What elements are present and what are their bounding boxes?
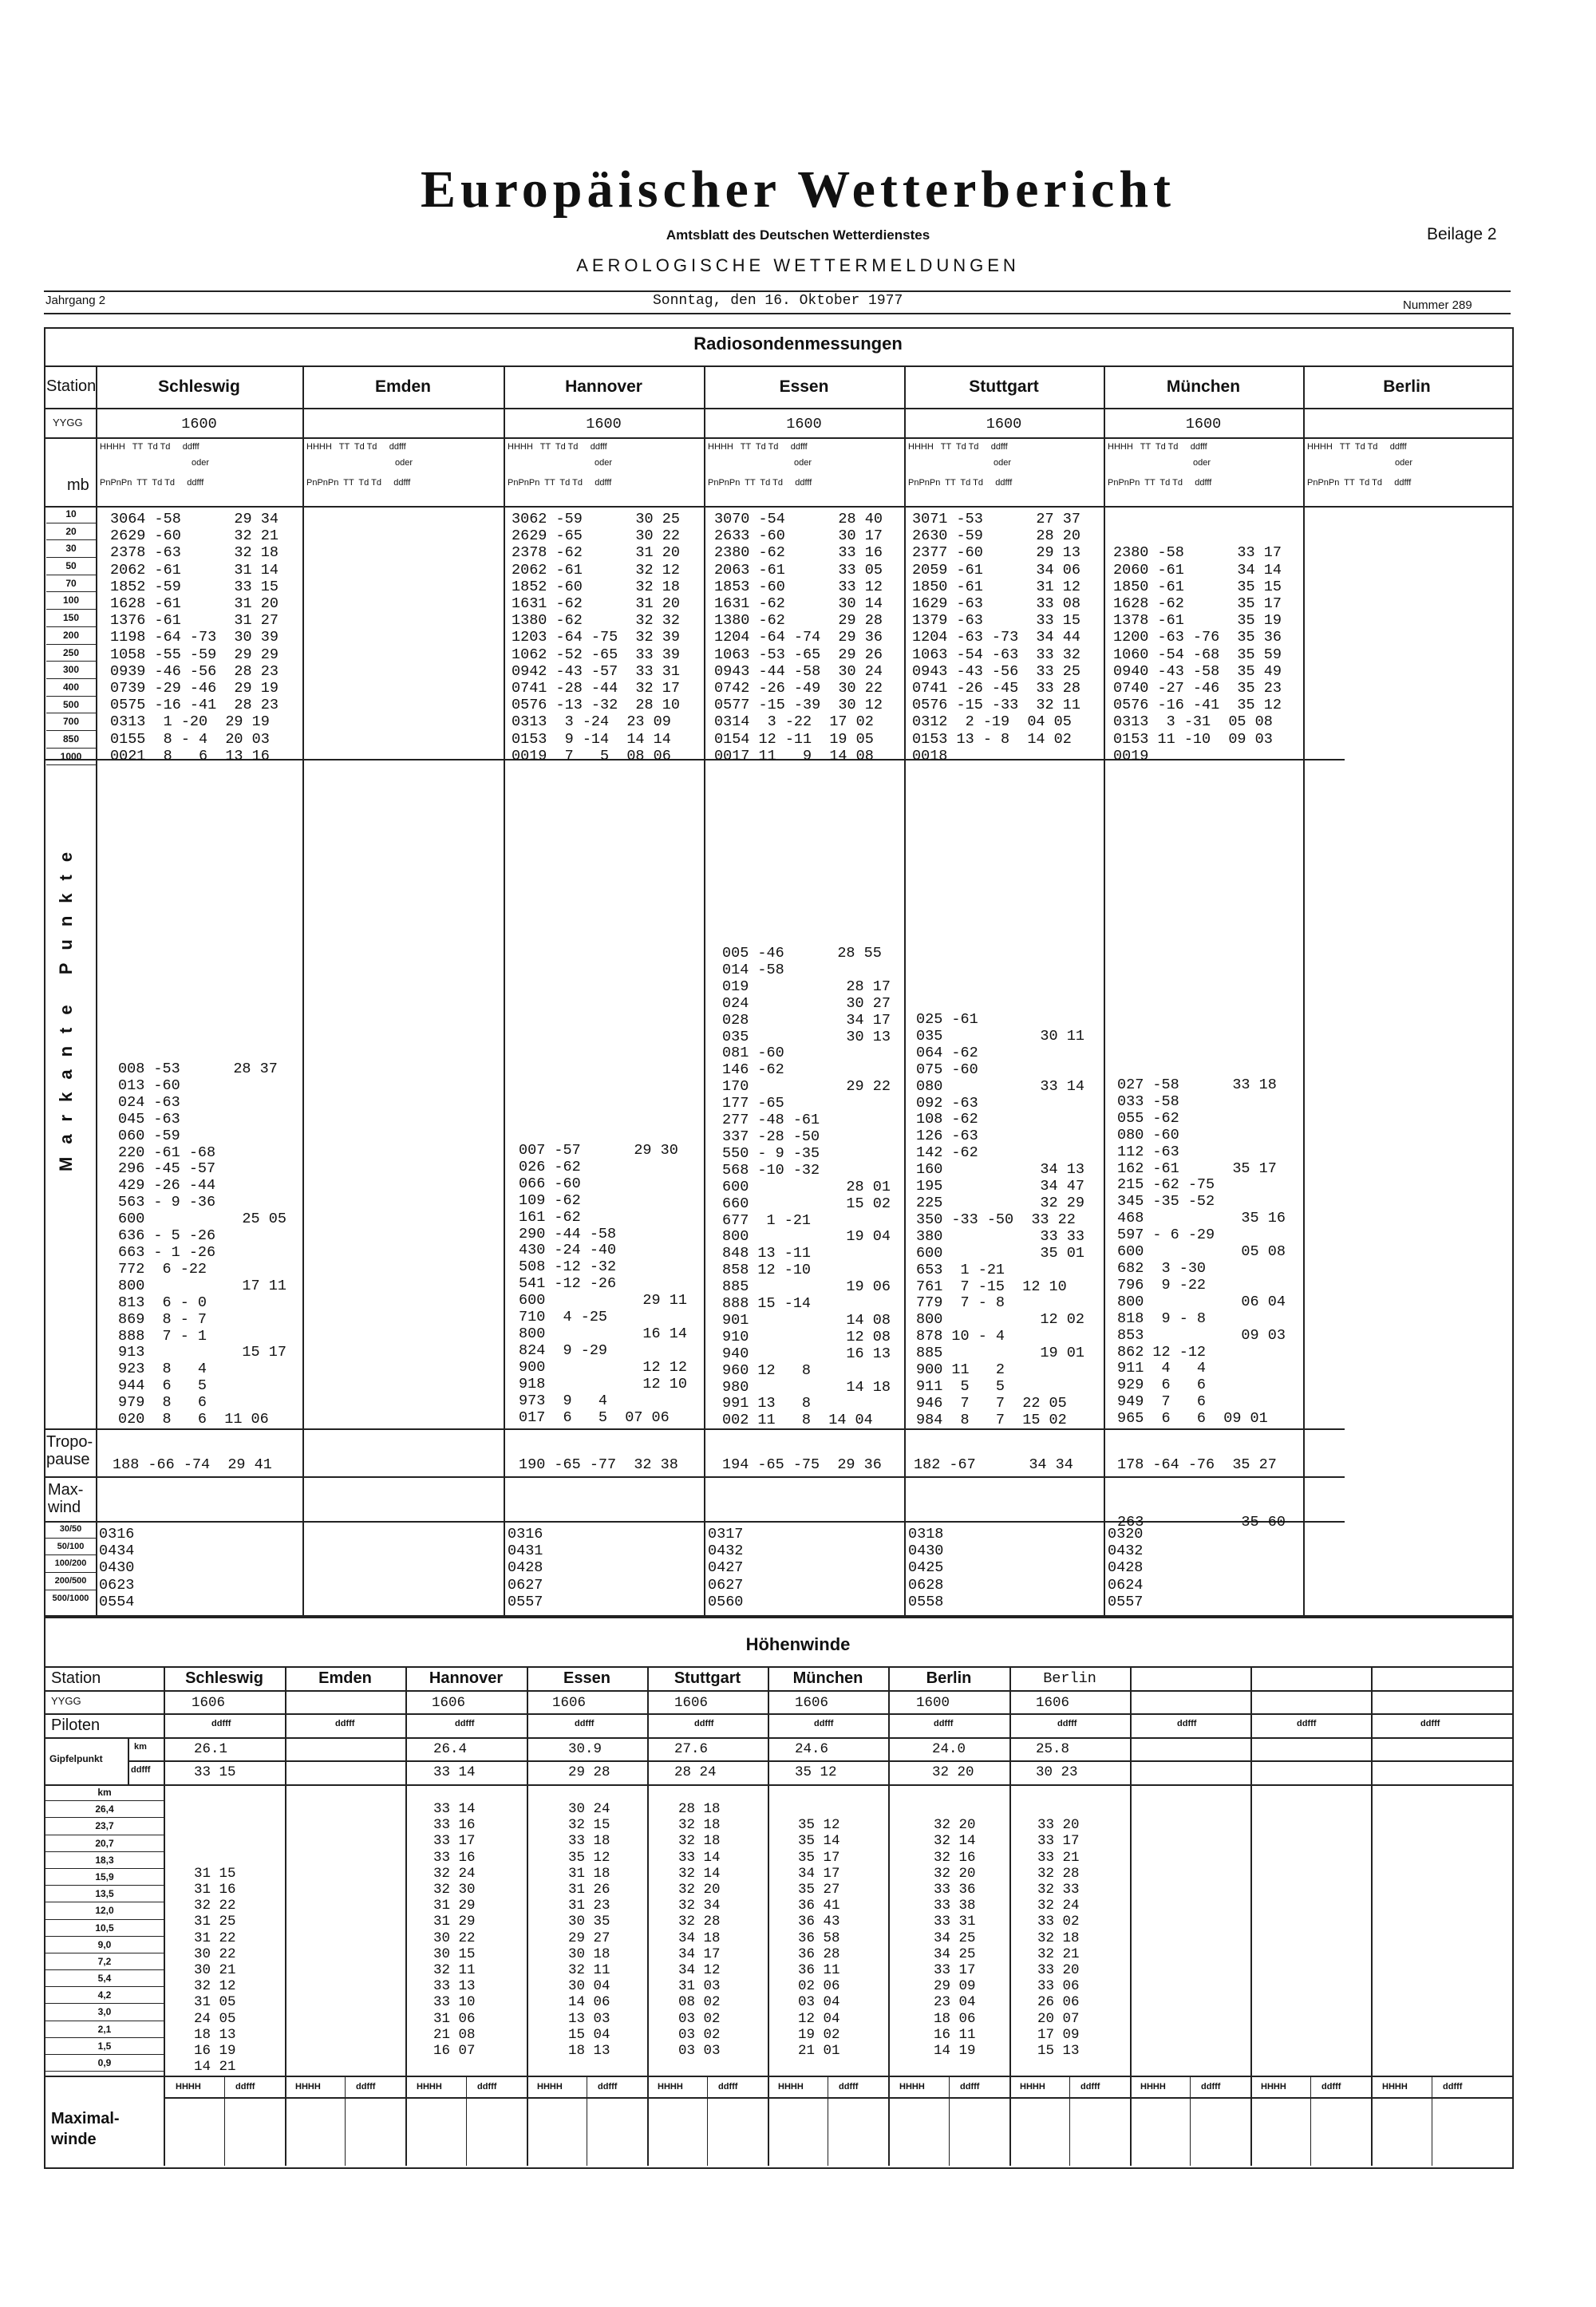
sig-muenchen: 027 -58 33 18 033 -58 055 -62 080 -60 112 -63 162 -61 35 17 215 -62 -75 345 -35 -52 468 35 16 597 - 6 -29 600 05 08 682 3 -30 796 9 -22 800 06 04 818 9 - 8 853 09 03 862 12 -12 911 4 4 929 6 6 949 7 6 965 6 6 09 01 [1117, 1076, 1286, 1428]
sig-hannover: 007 -57 29 30 026 -62 066 -60 109 -62 161 -62 290 -44 -58 430 -24 -40 508 -12 -32 541 -12 -26 600 29 11 710 4 -25 800 16 14 824 9 -29 900 12 12 918 12 10 973 9 4 017 6 5 07 06 [519, 1142, 687, 1426]
tropo-stuttgart: 182 -67 34 34 [914, 1456, 1073, 1473]
top-rule [44, 290, 1511, 292]
km-levels: km 26,4 23,7 20,7 18,3 15,9 13,5 12,0 10,5 9,0 7,2 5,4 4,2 3,0 2,1 1,5 0,9 [45, 1784, 164, 2072]
tropo-schleswig: 188 -66 -74 29 41 [113, 1456, 272, 1473]
mb-label: mb [67, 476, 89, 494]
winds-yygg-label: YYGG [51, 1695, 81, 1707]
volume-label: Jahrgang 2 [45, 294, 106, 307]
radiosonde-title: Radiosondenmessungen [693, 334, 903, 354]
wind-station-essen: Essen [563, 1669, 610, 1687]
wind-col-stuttgart: 28 18 32 18 32 18 33 14 32 14 32 20 32 34 32 28 34 18 34 17 34 12 31 03 08 02 03 02 03 02 03 03 [678, 1801, 721, 2060]
yygg-label: YYGG [53, 417, 83, 429]
page-title: Europäischer Wetterbericht [420, 160, 1176, 219]
tropopause-label: Tropo- pause [46, 1433, 93, 1468]
thickness-labels: 30/50 50/100 100/200 200/500 500/1000 [45, 1521, 96, 1606]
wind-station-berlin: Berlin [926, 1669, 972, 1687]
thick-schleswig: 0316 0434 0430 0623 0554 [99, 1526, 135, 1610]
wind-col-schleswig: 31 15 31 16 32 22 31 25 31 22 30 22 30 21 32 12 31 05 24 05 18 13 16 19 14 21 [194, 1865, 236, 2076]
piloten-label: Piloten [51, 1716, 101, 1734]
thick-essen: 0317 0432 0427 0627 0560 [708, 1526, 744, 1610]
gipfelpunkt-label: Gipfelpunkt [49, 1753, 103, 1764]
station-hannover: Hannover [565, 377, 642, 396]
wind-station-schleswig: Schleswig [185, 1669, 263, 1687]
station-essen: Essen [779, 377, 829, 396]
tropo-muenchen: 178 -64 -76 35 27 [1117, 1456, 1277, 1473]
sig-stuttgart: 025 -61 035 30 11 064 -62 075 -60 080 33 14 092 -63 108 -62 126 -63 142 -62 160 34 13 195 34 47 225 32 29 350 -33 -50 33 22 380 33 33 600 35 01 653 1 -21 761 7 -15 12 10 779 7 - 8 800 12 02 878 10 - 4 885 19 01 900 11 2 911 5 5 946 7 7 22 05 984 8 7 15 02 [916, 1011, 1084, 1428]
sig-essen: 005 -46 28 55 014 -58 019 28 17 024 30 27 028 34 17 035 30 13 081 -60 146 -62 170 29 22 177 -65 277 -48 -61 337 -28 -50 550 - 9 -35 568 -10 -32 600 28 01 660 15 02 677 1 -21 800 19 04 848 13 -11 858 12 -10 885 19 06 888 15 -14 901 14 08 910 12 08 940 16 13 960 12 8 980 14 18 991 13 8 002 11 8 14 04 [722, 945, 891, 1429]
station-stuttgart: Stuttgart [969, 377, 1039, 396]
station-emden: Emden [374, 377, 431, 396]
thick-hannover: 0316 0431 0428 0627 0557 [508, 1526, 543, 1610]
yygg-stuttgart: 1600 [986, 416, 1022, 433]
yygg-essen: 1600 [786, 416, 822, 433]
wind-station-emden: Emden [318, 1669, 372, 1687]
beilage-label: Beilage 2 [1427, 225, 1497, 243]
thick-stuttgart: 0318 0430 0425 0628 0558 [908, 1526, 944, 1610]
yygg-schleswig: 1600 [181, 416, 217, 433]
std-muenchen: 2380 -58 33 17 2060 -61 34 14 1850 -61 35 15 1628 -62 35 17 1378 -61 35 19 1200 -63 -76 35 36 1060 -54 -68 35 59 0940 -43 -58 35 49 0740 -27 -46 35 23 0576 -16 -41 35 12 0313 3 -31 05 08 0153 11 -10 09 03 0019 [1113, 544, 1282, 764]
issue-number: Nummer 289 [1403, 298, 1472, 312]
section-title: AEROLOGISCHE WETTERMELDUNGEN [576, 255, 1020, 275]
wind-col-essen: 30 24 32 15 33 18 35 12 31 18 31 26 31 23 30 35 29 27 30 18 32 11 30 04 14 06 13 03 15 04 18 13 [568, 1801, 610, 2060]
wind-station-hannover: Hannover [429, 1669, 504, 1687]
thick-muenchen: 0320 0432 0428 0624 0557 [1108, 1526, 1144, 1610]
station-berlin: Berlin [1383, 377, 1431, 396]
std-schleswig: 3064 -58 29 34 2629 -60 32 21 2378 -63 32 18 2062 -61 31 14 1852 -59 33 15 1628 -61 31 20 1376 -61 31 27 1198 -64 -73 30 39 1058 -55 -59 29 29 0939 -46 -56 28 23 0739 -29 -46 29 19 0575 -16 -41 28 23 0313 1 -20 29 19 0155 8 - 4 20 03 0021 8 6 13 16 [110, 511, 279, 764]
date-rule [44, 313, 1511, 314]
issue-date: Sonntag, den 16. Oktober 1977 [653, 293, 903, 309]
std-stuttgart: 3071 -53 27 37 2630 -59 28 20 2377 -60 29 13 2059 -61 34 06 1850 -61 31 12 1629 -63 33 08 1379 -63 33 15 1204 -63 -73 34 44 1063 -54 -63 33 32 0943 -43 -56 33 25 0741 -26 -45 33 28 0576 -15 -33 32 11 0312 2 -19 04 05 0153 13 - 8 14 02 0018 [912, 511, 1080, 764]
station-schleswig: Schleswig [158, 377, 240, 396]
tropo-hannover: 190 -65 -77 32 38 [519, 1456, 678, 1473]
tropo-essen: 194 -65 -75 29 36 [722, 1456, 882, 1473]
wind-station-muenchen: München [792, 1669, 863, 1687]
wind-col-berlin-2: 33 20 33 17 33 21 32 28 32 33 32 24 33 02 32 18 32 21 33 20 33 06 26 06 20 07 17 09 15 13 [1037, 1817, 1080, 2060]
station-muenchen: München [1166, 377, 1241, 396]
sig-schleswig: 008 -53 28 37 013 -60 024 -63 045 -63 060 -59 220 -61 -68 296 -45 -57 429 -26 -44 563 - 9 -36 600 25 05 636 - 5 -26 663 - 1 -26 772 6 -22 800 17 11 813 6 - 0 869 8 - 7 888 7 - 1 913 15 17 923 8 4 944 6 5 979 8 6 020 8 6 11 06 [118, 1061, 286, 1428]
wind-col-berlin: 32 20 32 14 32 16 32 20 33 36 33 38 33 31 34 25 34 25 33 17 29 09 23 04 18 06 16 11 14 19 [934, 1817, 976, 2060]
wind-station-stuttgart: Stuttgart [674, 1669, 741, 1687]
maxwind-muenchen: 263 35 60 [1117, 1514, 1286, 1531]
pressure-levels: 10 20 30 50 70 100 150 200 250 300 400 500 700 850 1000 [46, 506, 96, 765]
yygg-hannover: 1600 [586, 416, 622, 433]
std-essen: 3070 -54 28 40 2633 -60 30 17 2380 -62 33 16 2063 -61 33 05 1853 -60 33 12 1631 -62 30 14 1380 -62 29 28 1204 -64 -74 29 36 1063 -53 -65 29 26 0943 -44 -58 30 24 0742 -26 -49 30 22 0577 -15 -39 30 12 0314 3 -22 17 02 0154 12 -11 19 05 0017 11 9 14 08 [714, 511, 883, 764]
wind-col-hannover: 33 14 33 16 33 17 33 16 32 24 32 30 31 29 31 29 30 22 30 15 32 11 33 13 33 10 31 06 21 08 16 07 [433, 1801, 476, 2060]
wind-station-berlin-2: Berlin [1043, 1670, 1096, 1687]
maxwind-label: Max- wind [48, 1481, 84, 1516]
markante-punkte-label: Markante Punkte [56, 839, 76, 1171]
winds-title: Höhenwinde [745, 1634, 851, 1654]
maximalwinde-label: Maximal- winde [51, 2110, 120, 2148]
std-hannover: 3062 -59 30 25 2629 -65 30 22 2378 -62 31 20 2062 -61 32 12 1852 -60 32 18 1631 -62 31 20 1380 -62 32 32 1203 -64 -75 32 39 1062 -52 -65 33 39 0942 -43 -57 33 31 0741 -28 -44 32 17 0576 -13 -32 28 10 0313 3 -24 23 09 0153 9 -14 14 14 0019 7 5 08 06 [512, 511, 680, 764]
wind-col-muenchen: 35 12 35 14 35 17 34 17 35 27 36 41 36 43 36 58 36 28 36 11 02 06 03 04 12 04 19 02 21 01 [798, 1817, 840, 2060]
publisher-line: Amtsblatt des Deutschen Wetterdienstes [666, 227, 930, 243]
station-label: Station [46, 377, 97, 395]
yygg-muenchen: 1600 [1185, 416, 1222, 433]
winds-station-label: Station [51, 1669, 101, 1687]
code-header: HHHH TT Td Td ddfff [100, 442, 200, 452]
